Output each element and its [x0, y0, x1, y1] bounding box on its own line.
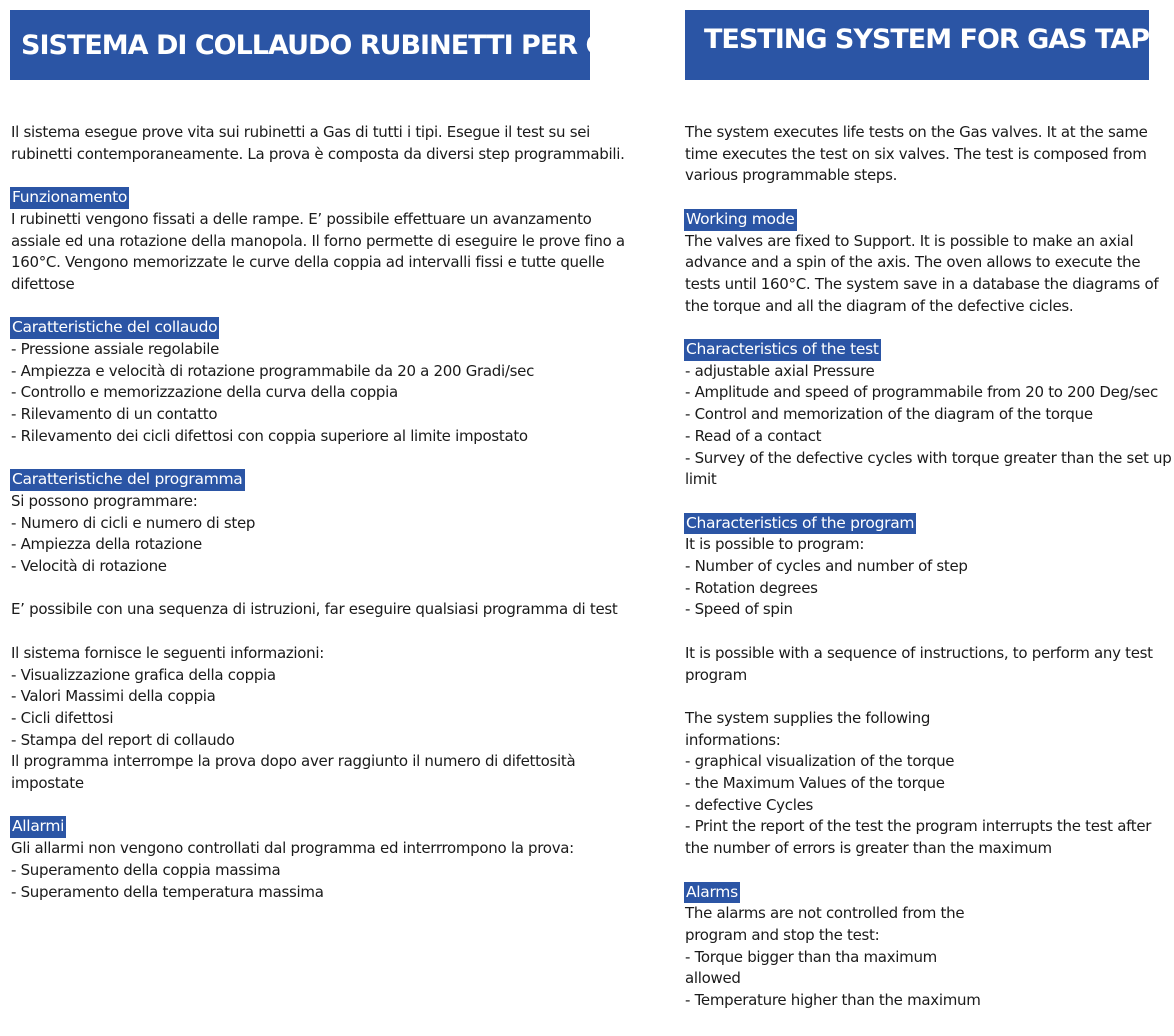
section-line: program and stop the test:	[685, 925, 880, 944]
english-title-banner	[685, 10, 1168, 80]
section-line: - Superamento della temperatura massima	[11, 882, 324, 901]
section-line: - Speed of spin	[685, 600, 793, 619]
paragraph-line: It is possible with a sequence of instructions, to perform any test	[685, 643, 1153, 662]
section-line: - Number of cycles and number of step	[685, 557, 968, 576]
section-heading: Caratteristiche del collaudo	[10, 317, 219, 339]
section	[11, 469, 601, 578]
section-paragraph	[11, 643, 601, 795]
section-line: - adjustable axial Pressure	[685, 361, 875, 380]
section-line: - Rilevamento di un contatto	[11, 405, 218, 424]
section-line: - Rotation degrees	[685, 578, 818, 597]
paragraph-line: - Visualizzazione grafica della coppia	[11, 665, 276, 684]
intro-paragraph	[11, 122, 625, 165]
section-line: - Amplitude and speed of programmabile from 20 to 200 Deg/sec	[685, 383, 1158, 402]
section	[11, 187, 625, 296]
intro-line: time executes the test on six valves. The test is composed from	[685, 144, 1147, 163]
italian-title: SISTEMA DI COLLAUDO RUBINETTI PER GAS	[21, 29, 645, 61]
section	[685, 339, 1172, 491]
section-line: Si possono programmare:	[11, 491, 198, 510]
paragraph-spacer	[11, 795, 601, 817]
paragraph-spacer	[685, 686, 1155, 708]
section-line: the torque and all the diagram of the defective cicles.	[685, 296, 1074, 315]
section-line: - Ampiezza della rotazione	[11, 535, 202, 554]
section-heading: Characteristics of the test	[684, 339, 881, 361]
intro-line: various programmable steps.	[685, 166, 898, 185]
section-line: The valves are fixed to Support. It is possible to make an axial	[685, 231, 1134, 250]
section-heading: Allarmi	[10, 816, 66, 838]
paragraph-line: impostate	[11, 774, 84, 793]
intro-line: Il sistema esegue prove vita sui rubinetti a Gas di tutti i tipi. Esegue il test su sei	[11, 123, 591, 141]
section-paragraph	[11, 599, 618, 621]
section-line: - Control and memorization of the diagram of the torque	[685, 405, 1093, 424]
intro-line: rubinetti contemporaneamente. La prova è composta da diversi step programmabili.	[11, 144, 625, 163]
italian-column	[11, 122, 625, 903]
section-line: - Survey of the defective cycles with torque greater than the set up	[685, 448, 1172, 467]
section	[685, 513, 1155, 622]
section-line: - Pressione assiale regolabile	[11, 340, 220, 358]
section-line: - Superamento della coppia massima	[11, 860, 281, 879]
section-line: - Read of a contact	[685, 426, 822, 445]
section-heading: Working mode	[684, 209, 797, 231]
section-line: - Temperature higher than the maximum	[685, 991, 981, 1010]
paragraph-line: - Valori Massimi della coppia	[11, 687, 216, 706]
section-heading: Alarms	[684, 882, 740, 904]
paragraph-line: E’ possibile con una sequenza di istruzioni, far eseguire qualsiasi programma di test	[11, 600, 618, 619]
section	[685, 882, 1155, 1012]
paragraph-line: - defective Cycles	[685, 795, 814, 814]
section-paragraph	[685, 708, 1155, 860]
paragraph-line: Il sistema fornisce le seguenti informazioni:	[11, 643, 325, 662]
paragraph-line: - the Maximum Values of the torque	[685, 774, 945, 793]
section-line: I rubinetti vengono fissati a delle rampe. E’ possibile effettuare un avanzamento	[11, 209, 592, 228]
section	[685, 209, 1159, 318]
paragraph-line: program	[685, 665, 747, 684]
section-line: - Numero di cicli e numero di step	[11, 513, 256, 532]
paragraph-line: - graphical visualization of the torque	[685, 752, 955, 771]
paragraph-spacer	[11, 165, 601, 187]
paragraph-spacer	[685, 187, 1155, 209]
section-heading: Funzionamento	[10, 187, 129, 209]
italian-title-banner	[10, 10, 645, 80]
section	[11, 317, 601, 447]
section-line: 160°C. Vengono memorizzate le curve della coppia ad intervalli fissi e tutte quelle	[11, 253, 605, 272]
section-line: difettose	[11, 274, 75, 293]
section-heading: Caratteristiche del programma	[10, 469, 245, 491]
section-line: limit	[685, 470, 717, 489]
section-line: - Controllo e memorizzazione della curva della coppia	[11, 383, 398, 402]
paragraph-spacer	[11, 296, 601, 318]
paragraph-line: informations:	[685, 730, 781, 749]
paragraph-spacer	[685, 621, 1155, 643]
english-title: TESTING SYSTEM FOR GAS TAPS	[704, 24, 1168, 55]
section-paragraph	[685, 643, 1155, 686]
paragraph-spacer	[11, 448, 601, 470]
section-line: allowed	[685, 969, 741, 988]
section-line: The alarms are not controlled from the	[685, 904, 965, 923]
section-line: advance and a spin of the axis. The oven allows to execute the	[685, 253, 1141, 272]
section-line: - Torque bigger than tha maximum	[685, 947, 937, 966]
paragraph-line: the number of errors is greater than the maximum	[685, 839, 1052, 858]
paragraph-spacer	[685, 317, 1155, 339]
paragraph-line: - Cicli difettosi	[11, 708, 114, 727]
paragraph-spacer	[11, 578, 601, 600]
section-line: assiale ed una rotazione della manopola. Il forno permette di eseguire le prove fino a	[11, 231, 625, 250]
section-heading: Characteristics of the program	[684, 513, 916, 535]
section-line: - Ampiezza e velocità di rotazione programmabile da 20 a 200 Gradi/sec	[11, 361, 535, 380]
english-column	[685, 122, 1172, 1012]
section-line: - Velocità di rotazione	[11, 557, 167, 576]
paragraph-line: - Stampa del report di collaudo	[11, 730, 235, 749]
paragraph-spacer	[685, 860, 1155, 882]
section-line: - Rilevamento dei cicli difettosi con coppia superiore al limite impostato	[11, 426, 528, 445]
section-line: It is possible to program:	[685, 535, 865, 554]
paragraph-spacer	[685, 491, 1155, 513]
intro-paragraph	[685, 122, 1155, 187]
intro-line: The system executes life tests on the Gas valves. It at the same	[685, 123, 1148, 141]
section-line: tests until 160°C. The system save in a database the diagrams of	[685, 274, 1159, 293]
paragraph-line: - Print the report of the test the program interrupts the test after	[685, 817, 1152, 836]
paragraph-line: Il programma interrompe la prova dopo aver raggiunto il numero di difettosità	[11, 752, 576, 771]
section	[11, 816, 601, 903]
paragraph-line: The system supplies the following	[685, 708, 931, 727]
paragraph-spacer	[11, 621, 601, 643]
section-line: Gli allarmi non vengono controllati dal programma ed interrrompono la prova:	[11, 839, 574, 858]
